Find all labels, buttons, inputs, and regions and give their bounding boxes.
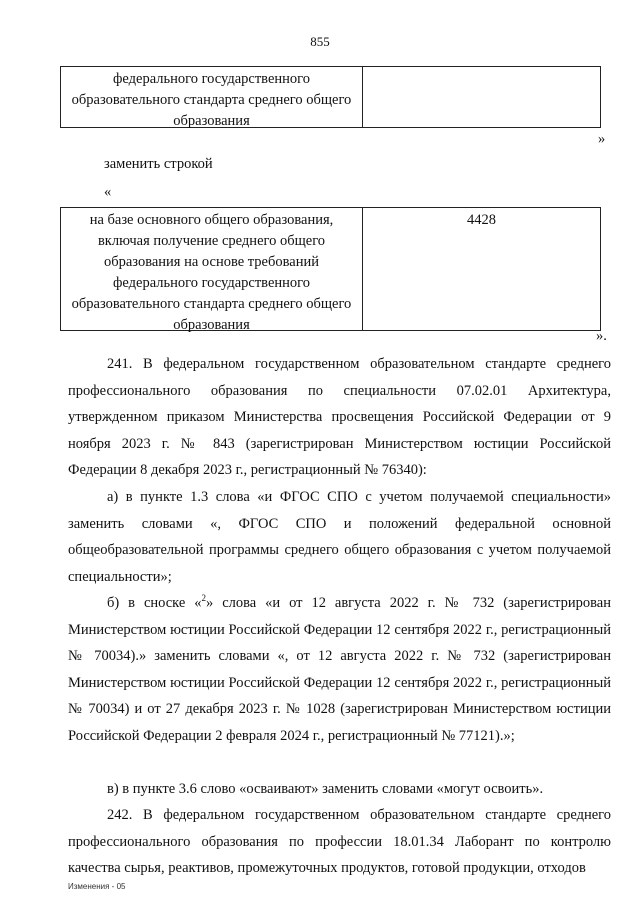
table-cell-program: федерального государственного образовательного стандарта среднего общего образования [61, 67, 363, 127]
table-cell-hours [363, 67, 600, 127]
text-run: » слова «и от 12 августа 2022 г. № 732 (зарегистрирован Министерством юстиции Российской Федерации 12 сентября 2022 г., регистрационный № 70034).» заменить словами «, от 12 августа 2022 г. № 732 (зарегистрирован Министерством юстиции Российской Федерации 12 сентября 2022 г., регистрационный № 70034) и от 27 декабря 2023 г. № 1028 (зарегистрирован Министерством юстиции Российской Федерации 2 февраля 2024 г., регистрационный № 77121).»; [68, 595, 611, 744]
table-cell-hours: 4428 [467, 212, 496, 228]
replace-instruction: заменить строкой [104, 156, 213, 172]
page-number: 855 [310, 34, 330, 49]
paragraph-241-b [68, 590, 611, 750]
footnote-mark: 2 [201, 593, 206, 604]
table-cell-program: на базе основного общего образования, включая получение среднего общего образования на основе требований федерального государственного образовательного стандарта среднего общего образования [61, 208, 363, 330]
paragraph-241-a: а) в пункте 1.3 слова «и ФГОС СПО с учетом получаемой специальности» заменить словами «, ФГОС СПО и положений федеральной основной общеобразовательной программы среднего общего образования с учетом получаемой специальности»; [68, 489, 611, 585]
paragraph-242: 242. В федеральном государственном образовательном стандарте среднего профессионального образования по профессии 18.01.34 Лаборант по контролю качества сырья, реактивов, промежуточных продуктов, готовой продукции, отходов [68, 807, 611, 877]
paragraph-241: 241. В федеральном государственном образовательном стандарте среднего профессионального образования по специальности 07.02.01 Архитектура, утвержденном приказом Министерства просвещения Российской Федерации от 9 ноября 2023 г. № 843 (зарегистрирован Министерством юстиции Российской Федерации 8 декабря 2023 г., регистрационный № 76340): [68, 356, 611, 479]
closing-quote-1: » [598, 131, 606, 147]
closing-quote-2: ». [596, 328, 607, 344]
paragraph-241-v: в) в пункте 3.6 слово «осваивают» заменить словами «могут освоить». [107, 781, 544, 797]
table-fragment-replacement [60, 207, 601, 331]
table-fragment-top [60, 66, 601, 128]
footer-note: Изменения - 05 [68, 882, 126, 891]
opening-quote: « [104, 184, 112, 200]
text-run: б) в сноске « [107, 595, 202, 611]
